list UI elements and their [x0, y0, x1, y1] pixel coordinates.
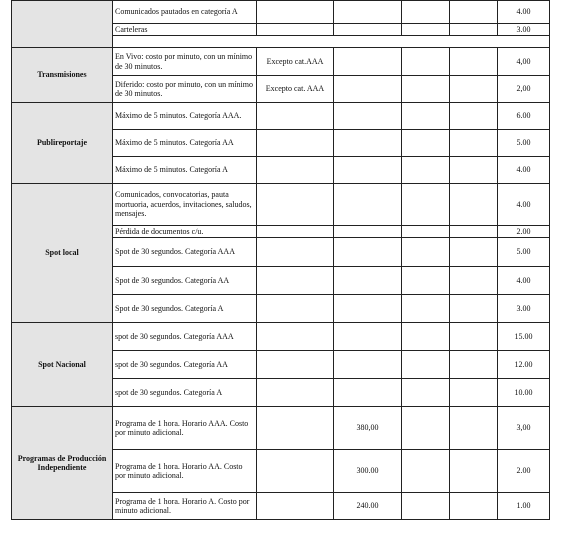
empty-cell [450, 379, 498, 407]
empty-cell [450, 76, 498, 103]
amount-cell [334, 267, 402, 295]
price-cell: 4.00 [498, 184, 550, 226]
amount-cell [334, 226, 402, 238]
amount-cell [334, 379, 402, 407]
amount-cell [334, 130, 402, 157]
description-cell: En Vivo: costo por minuto, con un mínimo de 30 minutos. [113, 48, 257, 76]
empty-cell [402, 48, 450, 76]
empty-cell [402, 157, 450, 184]
empty-cell [450, 267, 498, 295]
restriction-cell [257, 226, 334, 238]
amount-cell [334, 184, 402, 226]
description-cell: Programa de 1 hora. Horario AAA. Costo por minuto adicional. [113, 407, 257, 450]
amount-cell: 300.00 [334, 450, 402, 493]
amount-cell [334, 1, 402, 24]
restriction-cell [257, 103, 334, 130]
amount-cell [334, 24, 402, 36]
description-cell: Máximo de 5 minutos. Categoría AAA. [113, 103, 257, 130]
category-cell: Programas de Producción Independiente [12, 407, 113, 520]
table-row [12, 407, 550, 450]
empty-cell [402, 238, 450, 267]
empty-cell [402, 351, 450, 379]
category-cell [12, 1, 113, 48]
amount-cell [334, 295, 402, 323]
empty-cell [402, 379, 450, 407]
amount-cell [334, 323, 402, 351]
price-cell: 3,00 [498, 407, 550, 450]
amount-cell: 240.00 [334, 493, 402, 520]
empty-cell [402, 295, 450, 323]
restriction-cell [257, 238, 334, 267]
restriction-cell [257, 379, 334, 407]
restriction-cell [257, 295, 334, 323]
description-cell: spot de 30 segundos. Categoría AAA [113, 323, 257, 351]
price-cell: 3.00 [498, 295, 550, 323]
description-cell: Programa de 1 hora. Horario AA. Costo por minuto adicional. [113, 450, 257, 493]
description-cell: Pérdida de documentos c/u. [113, 226, 257, 238]
amount-cell [334, 48, 402, 76]
empty-cell [450, 24, 498, 36]
price-cell: 12.00 [498, 351, 550, 379]
restriction-cell [257, 351, 334, 379]
amount-cell [334, 103, 402, 130]
empty-cell [450, 157, 498, 184]
empty-cell [402, 226, 450, 238]
empty-cell [450, 103, 498, 130]
restriction-cell [257, 157, 334, 184]
empty-cell [402, 103, 450, 130]
empty-cell [402, 450, 450, 493]
description-cell: Máximo de 5 minutos. Categoría A [113, 157, 257, 184]
price-cell: 5.00 [498, 238, 550, 267]
empty-cell [450, 450, 498, 493]
empty-cell [450, 226, 498, 238]
description-cell: Programa de 1 hora. Horario A. Costo por minuto adicional. [113, 493, 257, 520]
restriction-cell [257, 1, 334, 24]
empty-cell [450, 130, 498, 157]
amount-cell [334, 238, 402, 267]
restriction-cell [257, 130, 334, 157]
empty-cell [450, 48, 498, 76]
empty-cell [402, 267, 450, 295]
restriction-cell [257, 267, 334, 295]
description-cell: Carteleras [113, 24, 257, 36]
empty-cell [450, 238, 498, 267]
price-cell: 4,00 [498, 48, 550, 76]
category-cell: Spot local [12, 184, 113, 323]
table-row [12, 323, 550, 351]
amount-cell: 380,00 [334, 407, 402, 450]
price-cell: 4.00 [498, 267, 550, 295]
restriction-cell [257, 184, 334, 226]
table-row [12, 48, 550, 76]
price-cell: 10.00 [498, 379, 550, 407]
restriction-cell: Excepto cat. AAA [257, 76, 334, 103]
empty-cell [402, 130, 450, 157]
description-cell: Spot de 30 segundos. Categoría AAA [113, 238, 257, 267]
spacer-cell [113, 36, 550, 48]
amount-cell [334, 157, 402, 184]
amount-cell [334, 76, 402, 103]
restriction-cell [257, 493, 334, 520]
restriction-cell: Excepto cat.AAA [257, 48, 334, 76]
restriction-cell [257, 323, 334, 351]
empty-cell [402, 493, 450, 520]
description-cell: spot de 30 segundos. Categoría AA [113, 351, 257, 379]
restriction-cell [257, 407, 334, 450]
description-cell: Comunicados pautados en categoría A [113, 1, 257, 24]
category-cell: Publireportaje [12, 103, 113, 184]
price-cell: 5.00 [498, 130, 550, 157]
category-cell: Spot Nacional [12, 323, 113, 407]
description-cell: spot de 30 segundos. Categoría A [113, 379, 257, 407]
empty-cell [450, 1, 498, 24]
empty-cell [402, 1, 450, 24]
tariff-table-wrapper [11, 0, 550, 520]
price-cell: 2.00 [498, 450, 550, 493]
price-cell: 4.00 [498, 1, 550, 24]
empty-cell [402, 76, 450, 103]
empty-cell [450, 493, 498, 520]
price-cell: 3.00 [498, 24, 550, 36]
table-row [12, 103, 550, 130]
empty-cell [450, 323, 498, 351]
price-cell: 15.00 [498, 323, 550, 351]
price-cell: 2,00 [498, 76, 550, 103]
description-cell: Spot de 30 segundos. Categoría A [113, 295, 257, 323]
empty-cell [402, 407, 450, 450]
tariff-table [11, 0, 550, 520]
description-cell: Diferido: costo por minuto, con un mínimo de 30 minutos. [113, 76, 257, 103]
table-row [12, 1, 550, 24]
empty-cell [450, 407, 498, 450]
table-row [12, 184, 550, 226]
restriction-cell [257, 24, 334, 36]
price-cell: 4.00 [498, 157, 550, 184]
description-cell: Máximo de 5 minutos. Categoría AA [113, 130, 257, 157]
amount-cell [334, 351, 402, 379]
description-cell: Comunicados, convocatorias, pauta mortuoria, acuerdos, invitaciones, saludos, mensajes. [113, 184, 257, 226]
empty-cell [450, 351, 498, 379]
price-cell: 1.00 [498, 493, 550, 520]
price-cell: 2.00 [498, 226, 550, 238]
empty-cell [402, 184, 450, 226]
description-cell: Spot de 30 segundos. Categoría AA [113, 267, 257, 295]
category-cell: Transmisiones [12, 48, 113, 103]
empty-cell [450, 184, 498, 226]
empty-cell [402, 323, 450, 351]
price-cell: 6.00 [498, 103, 550, 130]
restriction-cell [257, 450, 334, 493]
empty-cell [402, 24, 450, 36]
empty-cell [450, 295, 498, 323]
